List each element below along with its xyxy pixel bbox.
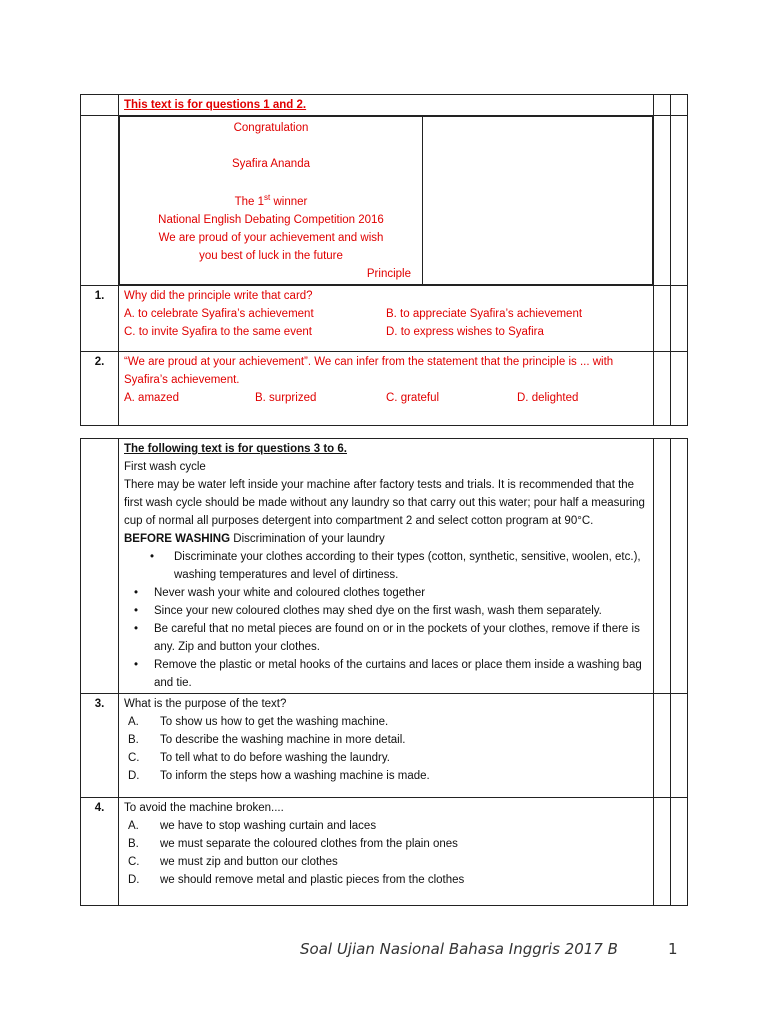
option-b: B. surprized (255, 391, 317, 404)
text-header: This text is for questions 1 and 2. (119, 95, 654, 116)
question-number: 1. (81, 285, 119, 351)
text-paragraph: There may be water left inside your machine after factory tests and trials. It is recommended that the first wash cycle should be made without any laundry so that carry out this water; pour half a measuring cup of normal all purposes detergent into compartment 2 and select cotton program at 90°C. (124, 479, 645, 527)
bullet-item: • Never wash your white and coloured clothes together (124, 584, 648, 602)
option-letter: B. (128, 734, 139, 746)
question-number: 4. (81, 798, 119, 906)
card-winner: The 1st winner (234, 193, 308, 208)
page-number: 1 (668, 940, 678, 958)
option-d: D. to express wishes to Syafira (386, 325, 544, 338)
option-c: To tell what to do before washing the laundry. (160, 752, 390, 764)
option-a: A. to celebrate Syafira’s achievement (124, 307, 314, 320)
questions-table-2 (80, 438, 688, 906)
card-competition: National English Debating Competition 2016 (158, 213, 384, 226)
option-a: we have to stop washing curtain and laces (160, 820, 377, 832)
question-3 (119, 694, 654, 798)
card-recipient: Syafira Ananda (231, 158, 310, 170)
question-number: 3. (81, 694, 119, 798)
before-washing-heading: BEFORE WASHING Discrimination of your laundry (124, 533, 385, 545)
option-c: C. grateful (386, 391, 440, 404)
bullet-item: • Discriminate your clothes according to their types (cotton, synthetic, sensitive, woolen, etc.), washing temperatures and level of dirtiness. (124, 548, 648, 584)
bullet-item: • Be careful that no metal pieces are found on or in the pockets of your clothes, remove if there is any. Zip and button your clothes. (124, 620, 648, 656)
question-1 (119, 285, 654, 351)
card-message-2: you best of luck in the future (199, 249, 343, 262)
option-d: we should remove metal and plastic pieces from the clothes (160, 874, 465, 886)
option-c: C. to invite Syafira to the same event (124, 325, 312, 338)
option-b: we must separate the coloured clothes from the plain ones (160, 838, 458, 850)
option-d: To inform the steps how a washing machine is made. (160, 770, 430, 782)
question-text: To avoid the machine broken.... (124, 802, 284, 814)
option-b: B. to appreciate Syafira’s achievement (386, 307, 583, 320)
option-b: To describe the washing machine in more detail. (160, 734, 406, 746)
option-letter: D. (128, 770, 140, 782)
question-number: 2. (81, 351, 119, 425)
question-2 (119, 351, 654, 425)
text-subtitle: First wash cycle (124, 461, 206, 473)
option-letter: B. (128, 838, 139, 850)
footer-title: Soal Ujian Nasional Bahasa Inggris 2017 B (300, 940, 618, 958)
question-4 (119, 798, 654, 906)
option-a: A. amazed (124, 391, 179, 404)
option-d: D. delighted (517, 391, 579, 404)
empty-cell (81, 95, 119, 116)
card-message-1: We are proud of your achievement and wish (158, 231, 384, 244)
question-text: What is the purpose of the text? (124, 698, 287, 710)
question-text: “We are proud at your achievement”. We can infer from the statement that the principle is ... with Syafira’s achievement. (124, 355, 614, 386)
option-letter: A. (128, 820, 139, 832)
questions-table-1 (80, 94, 688, 426)
bullet-list (124, 548, 648, 692)
card-title: Congratulation (233, 122, 309, 134)
option-letter: A. (128, 716, 139, 728)
option-letter: C. (128, 856, 140, 868)
bullet-item: • Since your new coloured clothes may shed dye on the first wash, wash them separately. (124, 602, 648, 620)
reading-text (119, 439, 654, 694)
congratulation-card (119, 116, 653, 285)
option-a: To show us how to get the washing machine. (160, 716, 389, 728)
option-c: we must zip and button our clothes (160, 856, 338, 868)
option-letter: C. (128, 752, 140, 764)
text-header: The following text is for questions 3 to 6. (124, 443, 347, 455)
option-letter: D. (128, 874, 140, 886)
card-signature: Principle (366, 267, 411, 280)
bullet-item: • Remove the plastic or metal hooks of the curtains and laces or place them inside a washing bag and tie. (124, 656, 648, 692)
question-text: Why did the principle write that card? (124, 289, 313, 302)
